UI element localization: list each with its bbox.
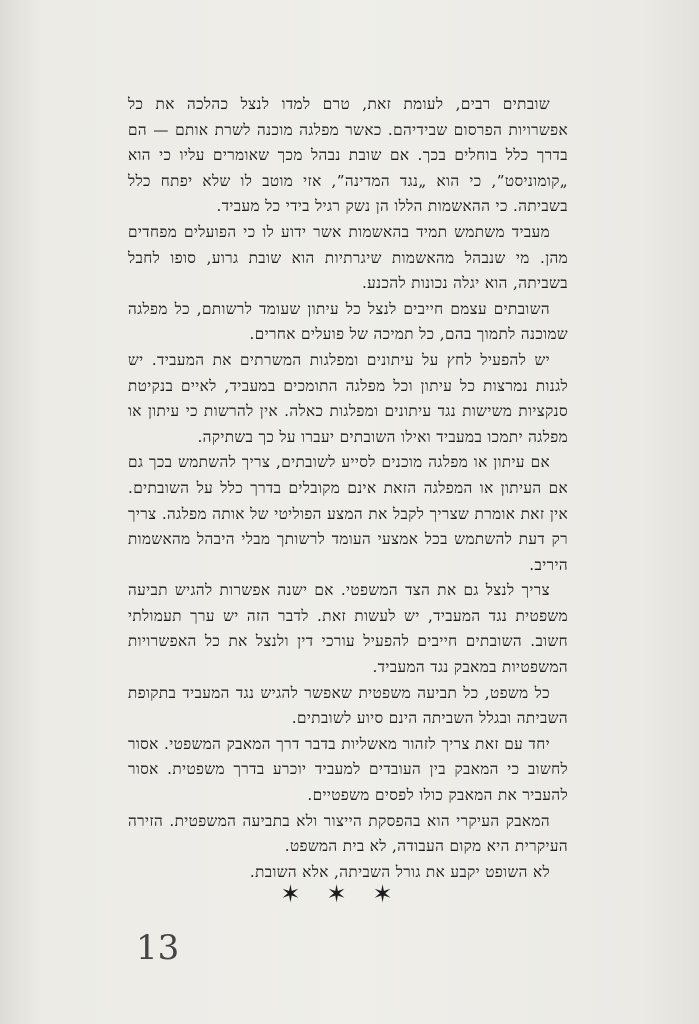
- paragraph: השובתים עצמם חייבים לנצל כל עיתון שעומד לרשותם, כל מפלגה שמוכנה לתמוך בהם, כל תמיכה של פועלים אחרים.: [128, 299, 568, 344]
- paragraph: המאבק העיקרי הוא בהפסקת הייצור ולא בתביעה המשפטית. הזירה העיקרית היא מקום העבודה, לא בית המשפט.: [128, 811, 568, 856]
- paragraph: יש להפעיל לחץ על עיתונים ומפלגות המשרתים את המעביד. יש לגנות נמרצות כל עיתון וכל מפלגה התומכים במעביד, לאיים בנקיטת סנקציות משישות נגד עיתונים ומפלגות כאלה. אין להרשות כי עיתון או מפלגה יתמכו במעביד ואילו השובתים יעברו על כך בשתיקה.: [128, 350, 568, 446]
- paragraph: אם עיתון או מפלגה מוכנים לסייע לשובתים, צריך להשתמש בכך גם אם העיתון או המפלגה הזאת אינם מקובלים בדרך כלל על השובתים. אין זאת אומרת שצריך לקבל את המצע הפוליטי של אותה מפלגה. צריך רק דעת להשתמש בכל אמצעי העומד לרשותך מבלי היבהל מהאשמות היריב.: [128, 453, 568, 574]
- paragraph: יחד עם זאת צריך לזהור מאשליות בדבר דרך המאבק המשפטי. אסור לחשוב כי המאבק בין העובדים למעביד יוכרע בדרך משפטית. אסור להעביר את המאבק כולו לפסים משפטיים.: [128, 734, 568, 805]
- paragraph: מעביד משתמש תמיד בהאשמות אשר ידוע לו כי הפועלים מפחדים מהן. מי שנבהל מהאשמות שיגרתיות הוא שובת גרוע, סופו לחבל בשביתה, הוא יגלה נכונות להכנע.: [128, 222, 568, 293]
- paragraph: שובתים רבים, לעומת זאת, טרם למדו לנצל כהלכה את כל אפשרויות הפרסום שבידיהם. כאשר מפלגה מוכנה לשרת אותם — הם בדרך כלל בוחלים בכך. אם שובת נבהל מכך שאומרים עליו כי הוא „קומוניסט”, כי הוא „נגד המדינה”, אזי מוטב לו שלא יפתח כלל בשביתה. כי ההאשמות הללו הן נשק רגיל בידי כל מעביד.: [128, 95, 568, 216]
- body-text: [128, 92, 568, 885]
- paragraph: צריך לנצל גם את הצד המשפטי. אם ישנה אפשרות להגיש תביעה משפטית נגד המעביד, יש לעשות זאת. לדבר הזה יש ערך תעמולתי חשוב. השובתים חייבים להפעיל עורכי דין ולנצל את כל האפשרויות המשפטיות במאבק נגד המעביד.: [128, 581, 568, 677]
- paragraph: לא השופט יקבע את גורל השביתה, אלא השובת.: [249, 862, 550, 881]
- paragraph: כל משפט, כל תביעה משפטית שאפשר להגיש נגד המעביד בתקופת השביתה ובגלל השביתה הינם סיוע לשובתים.: [128, 683, 568, 728]
- star-ornament: ✶✶✶: [280, 880, 419, 908]
- page-number: 13: [136, 928, 180, 968]
